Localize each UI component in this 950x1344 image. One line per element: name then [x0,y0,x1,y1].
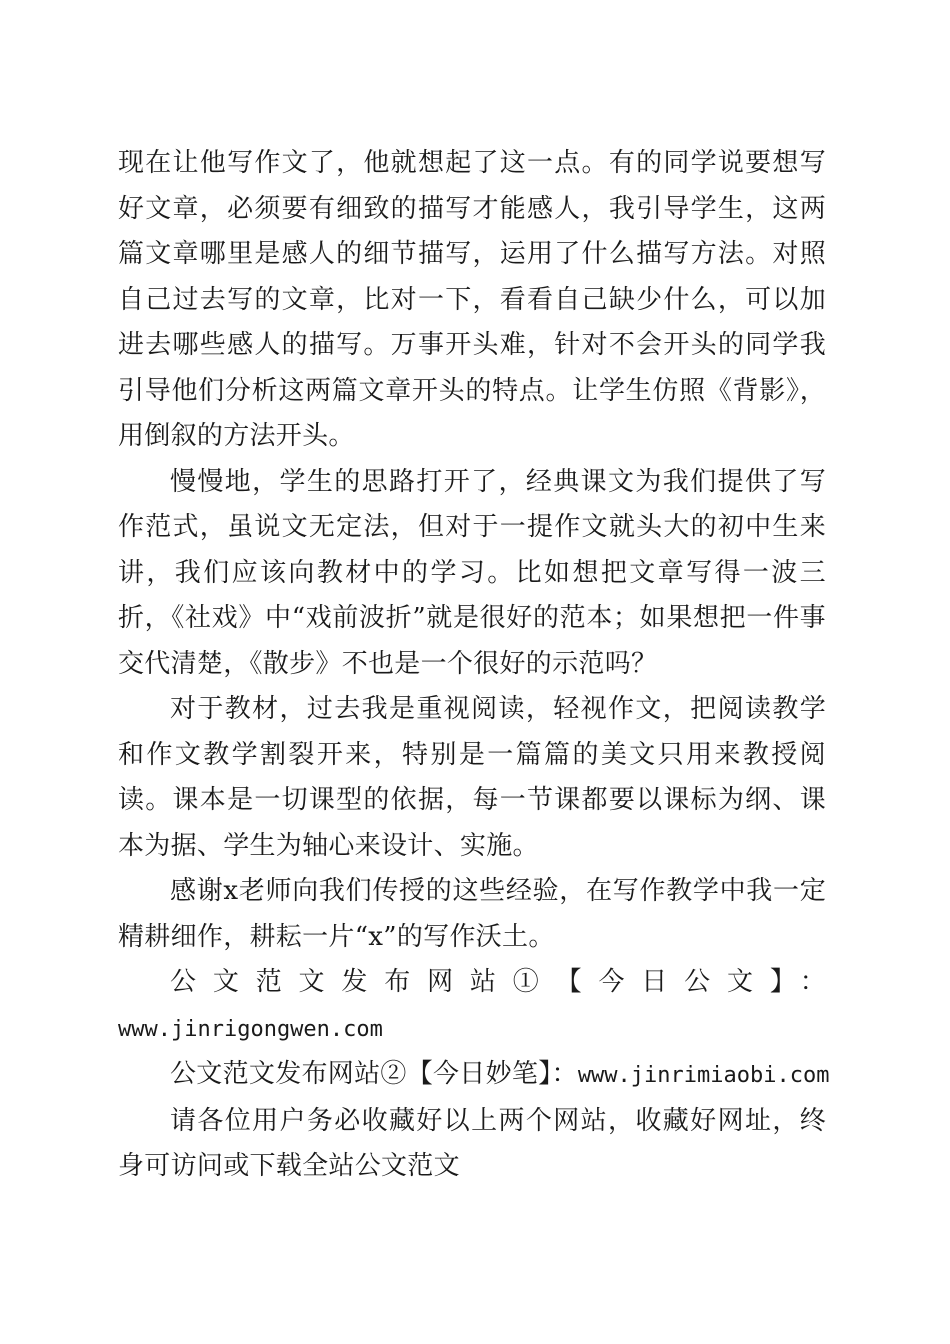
closing-note: 请各位用户务必收藏好以上两个网站，收藏好网址，终身可访问或下载全站公文范文 [118,1105,826,1181]
site1-url-line [118,1006,826,1053]
site1-label: 公文范文发布网站①【今日公文】： [170,967,826,997]
site2-url[interactable]: www.jinrimiaobi.com [577,1063,830,1088]
paragraph-thanks: 感谢x老师向我们传授的这些经验，在写作教学中我一定精耕细作，耕耘一片“x”的写作沃土。 [118,876,826,952]
paragraph-student-thinking: 慢慢地，学生的思路打开了，经典课文为我们提供了写作范式，虽说文无定法，但对于一提作文就头大的初中生来讲，我们应该向教材中的学习。比如想把文章写得一波三折，《社戏》中“戏前波折”就是很好的范本；如果想把一件事交代清楚，《散步》不也是一个很好的示范吗？ [118,466,826,679]
paragraph-textbook: 对于教材，过去我是重视阅读，轻视作文，把阅读教学和作文教学割裂开来，特别是一篇篇的美文只用来教授阅读。课本是一切课型的依据，每一节课都要以课标为纲、课本为据、学生为轴心来设计、实施。 [118,694,826,861]
document-body [118,141,830,1190]
site1-url[interactable]: www.jinrigongwen.com [118,1016,383,1042]
site2-line [118,1052,830,1099]
site2-label: 公文范文发布网站②【今日妙笔】： [170,1059,578,1089]
paragraph-continuation: 现在让他写作文了，他就想起了这一点。有的同学说要想写好文章，必须要有细致的描写才能感人，我引导学生，这两篇文章哪里是感人的细节描写，运用了什么描写方法。对照自己过去写的文章，比对一下，看看自己缺少什么，可以加进去哪些感人的描写。万事开头难，针对不会开头的同学我引导他们分析这两篇文章开头的特点。让学生仿照《背影》，用倒叙的方法开头。 [118,148,826,451]
